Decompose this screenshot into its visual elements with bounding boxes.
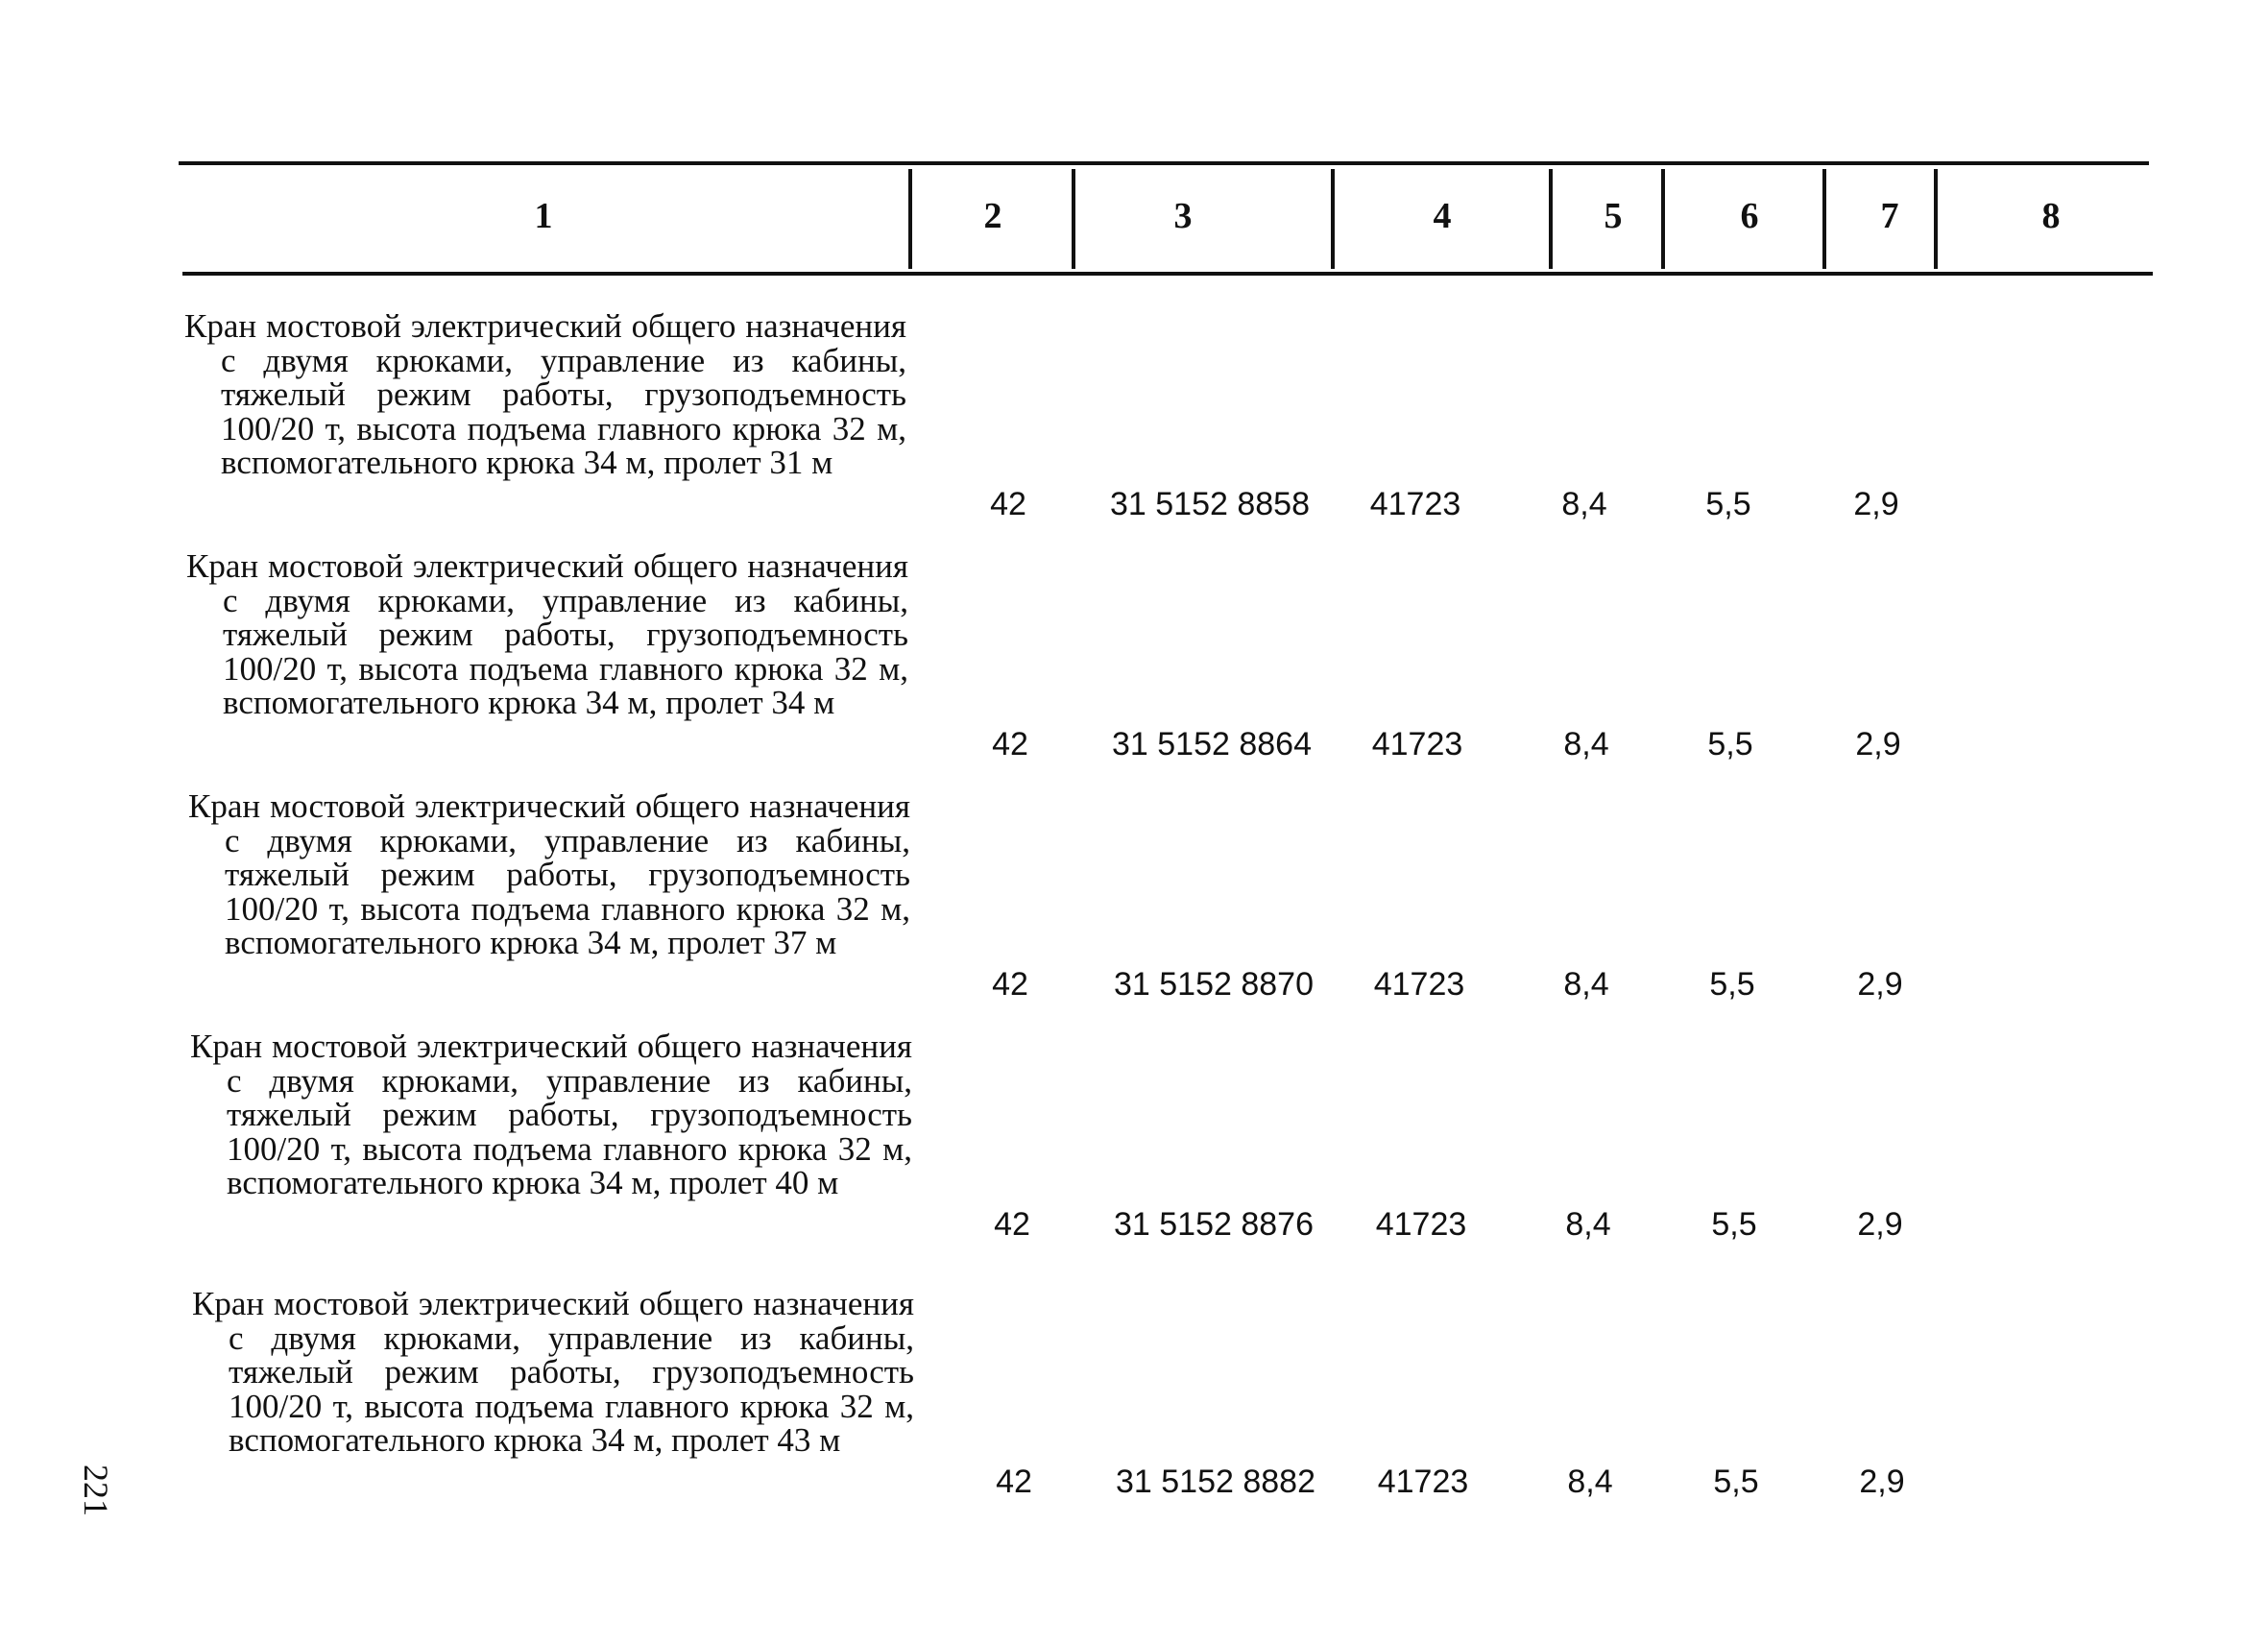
header-col-1: 1: [534, 196, 553, 236]
row-col-7: 2,9: [1859, 1464, 1905, 1500]
column-divider: [1661, 169, 1665, 269]
header-col-2: 2: [983, 196, 1002, 236]
row-col-3: 31 5152 8882: [1116, 1464, 1315, 1500]
header-col-7: 7: [1880, 196, 1899, 236]
row-col-7: 2,9: [1855, 726, 1901, 762]
row-description: Кран мостовой электрический общего назначения с двумя крюками, управление из кабины, тяжелый режим работы, грузоподъемность 100/20 т, высота подъема главного крюка 32 м, вспомогательного крюка 34 м, пролет 31 м: [184, 307, 906, 481]
row-col-5: 8,4: [1561, 486, 1607, 522]
row-col-7: 2,9: [1853, 486, 1899, 522]
row-col-4: 41723: [1371, 726, 1463, 762]
row-col-2: 42: [992, 966, 1028, 1003]
row-col-6: 5,5: [1709, 966, 1755, 1003]
row-col-6: 5,5: [1705, 486, 1751, 522]
row-col-5: 8,4: [1565, 1206, 1611, 1243]
header-col-4: 4: [1433, 196, 1452, 236]
row-col-4: 41723: [1377, 1464, 1469, 1500]
column-divider: [1072, 169, 1075, 269]
row-col-6: 5,5: [1711, 1206, 1757, 1243]
header-col-3: 3: [1173, 196, 1193, 236]
row-description: Кран мостовой электрический общего назначения с двумя крюками, управление из кабины, тяжелый режим работы, грузоподъемность 100/20 т, высота подъема главного крюка 32 м, вспомогательного крюка 34 м, пролет 40 м: [190, 1028, 912, 1201]
row-description: Кран мостовой электрический общего назначения с двумя крюками, управление из кабины, тяжелый режим работы, грузоподъемность 100/20 т, высота подъема главного крюка 32 м, вспомогательного крюка 34 м, пролет 37 м: [188, 787, 910, 961]
header-col-8: 8: [2041, 196, 2061, 236]
row-col-3: 31 5152 8858: [1110, 486, 1310, 522]
column-divider: [1549, 169, 1553, 269]
column-divider: [1822, 169, 1826, 269]
row-col-2: 42: [996, 1464, 1032, 1500]
header-col-6: 6: [1740, 196, 1759, 236]
row-col-6: 5,5: [1707, 726, 1753, 762]
table-top-rule: [179, 161, 2149, 165]
header-col-5: 5: [1604, 196, 1623, 236]
column-divider: [908, 169, 912, 269]
page-number: 221: [77, 1464, 115, 1516]
row-col-2: 42: [994, 1206, 1030, 1243]
row-col-2: 42: [992, 726, 1028, 762]
row-col-3: 31 5152 8864: [1112, 726, 1312, 762]
row-col-5: 8,4: [1563, 966, 1609, 1003]
row-col-2: 42: [990, 486, 1026, 522]
table-header-rule: [182, 272, 2153, 276]
row-col-7: 2,9: [1857, 966, 1903, 1003]
row-col-4: 41723: [1375, 1206, 1467, 1243]
row-description: Кран мостовой электрический общего назначения с двумя крюками, управление из кабины, тяжелый режим работы, грузоподъемность 100/20 т, высота подъема главного крюка 32 м, вспомогательного крюка 34 м, пролет 43 м: [192, 1285, 914, 1459]
row-col-4: 41723: [1369, 486, 1461, 522]
row-col-3: 31 5152 8876: [1114, 1206, 1314, 1243]
row-col-3: 31 5152 8870: [1114, 966, 1314, 1003]
row-col-5: 8,4: [1563, 726, 1609, 762]
row-col-4: 41723: [1373, 966, 1465, 1003]
row-col-5: 8,4: [1567, 1464, 1613, 1500]
column-divider: [1331, 169, 1335, 269]
row-description: Кран мостовой электрический общего назначения с двумя крюками, управление из кабины, тяжелый режим работы, грузоподъемность 100/20 т, высота подъема главного крюка 32 м, вспомогательного крюка 34 м, пролет 34 м: [186, 547, 908, 721]
column-divider: [1934, 169, 1938, 269]
row-col-7: 2,9: [1857, 1206, 1903, 1243]
row-col-6: 5,5: [1713, 1464, 1759, 1500]
